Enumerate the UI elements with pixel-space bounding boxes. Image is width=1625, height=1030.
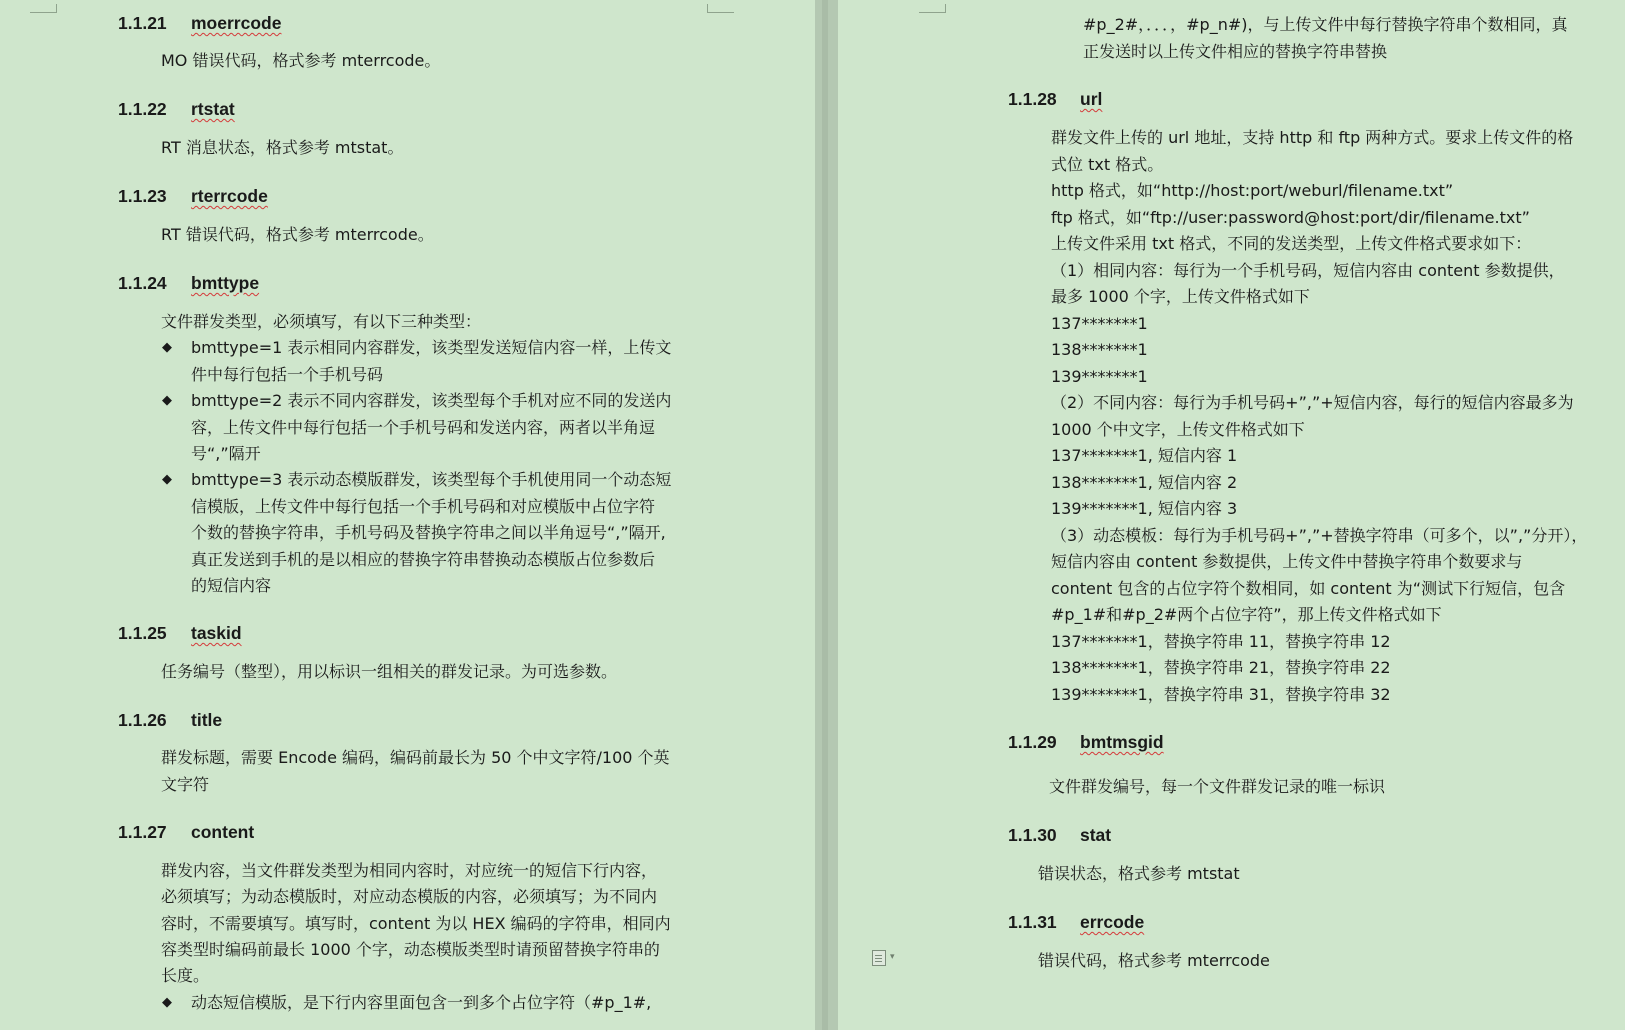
bullet-line: 号“,”隔开: [191, 444, 261, 463]
section-title: title: [191, 710, 223, 730]
section-heading: [118, 185, 268, 207]
paragraph-line: 长度。: [161, 966, 210, 985]
section-heading: [118, 272, 260, 294]
paragraph-line: 139*******1: [1051, 367, 1148, 386]
bullet-line: 信模版，上传文件中每行包括一个手机号码和对应模版中占位字符: [191, 497, 656, 516]
paragraph-line: （1）相同内容：每行为一个手机号码，短信内容由 content 参数提供，: [1051, 261, 1565, 280]
bullet-line: bmttype=2 表示不同内容群发，该类型每个手机对应不同的发送内: [191, 391, 672, 410]
section-title: rterrcode: [191, 186, 268, 206]
section-title: bmtmsgid: [1080, 732, 1164, 752]
bullet-line: bmttype=3 表示动态模版群发，该类型每个手机使用同一个动态短: [191, 470, 672, 489]
bullet-line: 的短信内容: [191, 576, 272, 595]
paragraph-line: 容时，不需要填写。填写时，content 为以 HEX 编码的字符串，相同内: [161, 914, 671, 933]
paragraph-line: （3）动态模板：每行为手机号码+”,”+替换字符串（可多个，以”,”分开），: [1051, 526, 1588, 545]
paragraph-line: 错误状态，格式参考 mtstat: [1038, 864, 1240, 883]
section-title: rtstat: [191, 99, 235, 119]
bullet-diamond-icon: ◆: [162, 340, 172, 355]
bullet-diamond-icon: ◆: [162, 995, 172, 1010]
section-title: bmttype: [191, 273, 260, 293]
right-page: [838, 0, 1625, 1030]
section-title: stat: [1080, 825, 1112, 845]
paragraph-line: #p_2#，．．．，#p_n#)，与上传文件中每行替换字符串个数相同，真: [1083, 15, 1568, 34]
paragraph-line: 138*******1, 短信内容 2: [1051, 473, 1238, 492]
section-heading: [1008, 911, 1145, 933]
paragraph-line: RT 错误代码，格式参考 mterrcode。: [161, 225, 434, 244]
section-title: url: [1080, 89, 1103, 109]
paragraph-line: 错误代码，格式参考 mterrcode: [1038, 951, 1270, 970]
bullet-line: 件中每行包括一个手机号码: [191, 365, 384, 384]
section-heading: [118, 622, 242, 644]
paragraph-line: 必须填写；为动态模版时，对应动态模版的内容，必须填写；为不同内: [161, 887, 658, 906]
paragraph-line: http 格式，如“http://host:port/weburl/filename.txt”: [1051, 181, 1454, 200]
section-number: 1.1.29: [1008, 732, 1057, 752]
bullet-diamond-icon: ◆: [162, 472, 172, 487]
section-heading: [1008, 824, 1112, 846]
section-number: 1.1.21: [118, 13, 167, 33]
paragraph-line: 139*******1, 短信内容 3: [1051, 499, 1238, 518]
section-heading: [118, 12, 282, 34]
section-title: errcode: [1080, 912, 1145, 932]
paragraph-line: 容类型时编码前最长 1000 个字，动态模版类型时请预留替换字符串的: [161, 940, 660, 959]
section-number: 1.1.28: [1008, 89, 1057, 109]
paragraph-line: 任务编号（整型），用以标识一组相关的群发记录。为可选参数。: [161, 662, 618, 681]
section-number: 1.1.22: [118, 99, 167, 119]
paragraph-line: （2）不同内容：每行为手机号码+”,”+短信内容，每行的短信内容最多为: [1051, 393, 1574, 412]
section-number: 1.1.27: [118, 822, 167, 842]
margin-corner-mark: [919, 4, 946, 13]
paragraph-line: 文件群发类型，必须填写，有以下三种类型：: [161, 312, 482, 331]
section-heading: [118, 709, 223, 731]
section-number: 1.1.30: [1008, 825, 1057, 845]
dropdown-caret-icon[interactable]: ▾: [890, 952, 895, 962]
bullet-line: 动态短信模版，是下行内容里面包含一到多个占位字符（#p_1#,: [191, 993, 652, 1012]
paragraph-line: MO 错误代码，格式参考 mterrcode。: [161, 51, 441, 70]
section-title: content: [191, 822, 255, 842]
section-number: 1.1.31: [1008, 912, 1057, 932]
bullet-line: 个数的替换字符串，手机号码及替换字符串之间以半角逗号“,”隔开,: [191, 523, 666, 542]
paragraph-line: 式位 txt 格式。: [1051, 155, 1164, 174]
section-heading: [1008, 731, 1164, 753]
paragraph-line: RT 消息状态，格式参考 mtstat。: [161, 138, 404, 157]
paragraph-line: 1000 个中文字，上传文件格式如下: [1051, 420, 1305, 439]
paragraph-line: 正发送时以上传文件相应的替换字符串替换: [1083, 42, 1388, 61]
section-title: moerrcode: [191, 13, 282, 33]
paragraph-line: 139*******1，替换字符串 31，替换字符串 32: [1051, 685, 1391, 704]
paragraph-line: 短信内容由 content 参数提供，上传文件中替换字符串个数要求与: [1051, 552, 1523, 571]
paragraph-line: 137*******1, 短信内容 1: [1051, 446, 1238, 465]
paragraph-line: 文件群发编号，每一个文件群发记录的唯一标识: [1049, 777, 1386, 796]
paragraph-line: 137*******1: [1051, 314, 1148, 333]
paragraph-line: content 包含的占位字符个数相同，如 content 为“测试下行短信，包含: [1051, 579, 1566, 598]
section-heading: [118, 821, 255, 843]
margin-corner-mark: [30, 4, 57, 13]
document-icon[interactable]: [872, 950, 886, 966]
paragraph-line: #p_1#和#p_2#两个占位字符”，那上传文件格式如下: [1051, 605, 1442, 624]
section-title: taskid: [191, 623, 242, 643]
paragraph-line: 群发文件上传的 url 地址，支持 http 和 ftp 两种方式。要求上传文件的格: [1051, 128, 1574, 147]
paragraph-line: 群发标题，需要 Encode 编码，编码前最长为 50 个中文字符/100 个英: [161, 748, 670, 767]
bullet-line: 容，上传文件中每行包括一个手机号码和发送内容，两者以半角逗: [191, 418, 656, 437]
paragraph-line: 最多 1000 个字，上传文件格式如下: [1051, 287, 1310, 306]
section-heading: [1008, 88, 1103, 110]
paragraph-line: 138*******1，替换字符串 21，替换字符串 22: [1051, 658, 1391, 677]
paragraph-line: 文字符: [161, 775, 210, 794]
paragraph-line: 137*******1，替换字符串 11，替换字符串 12: [1051, 632, 1391, 651]
section-heading: [118, 98, 235, 120]
paragraph-line: ftp 格式，如“ftp://user:password@host:port/dir/filename.txt”: [1051, 208, 1530, 227]
paragraph-line: 138*******1: [1051, 340, 1148, 359]
margin-corner-mark: [707, 4, 734, 13]
paragraph-line: 群发内容，当文件群发类型为相同内容时，对应统一的短信下行内容，: [161, 861, 658, 880]
page-gutter-line: [822, 0, 828, 1030]
section-number: 1.1.25: [118, 623, 167, 643]
section-number: 1.1.26: [118, 710, 167, 730]
section-number: 1.1.23: [118, 186, 167, 206]
bullet-diamond-icon: ◆: [162, 393, 172, 408]
section-number: 1.1.24: [118, 273, 167, 293]
bullet-line: 真正发送到手机的是以相应的替换字符串替换动态模版占位参数后: [191, 550, 656, 569]
paragraph-line: 上传文件采用 txt 格式，不同的发送类型，上传文件格式要求如下：: [1051, 234, 1532, 253]
bullet-line: bmttype=1 表示相同内容群发，该类型发送短信内容一样，上传文: [191, 338, 672, 357]
